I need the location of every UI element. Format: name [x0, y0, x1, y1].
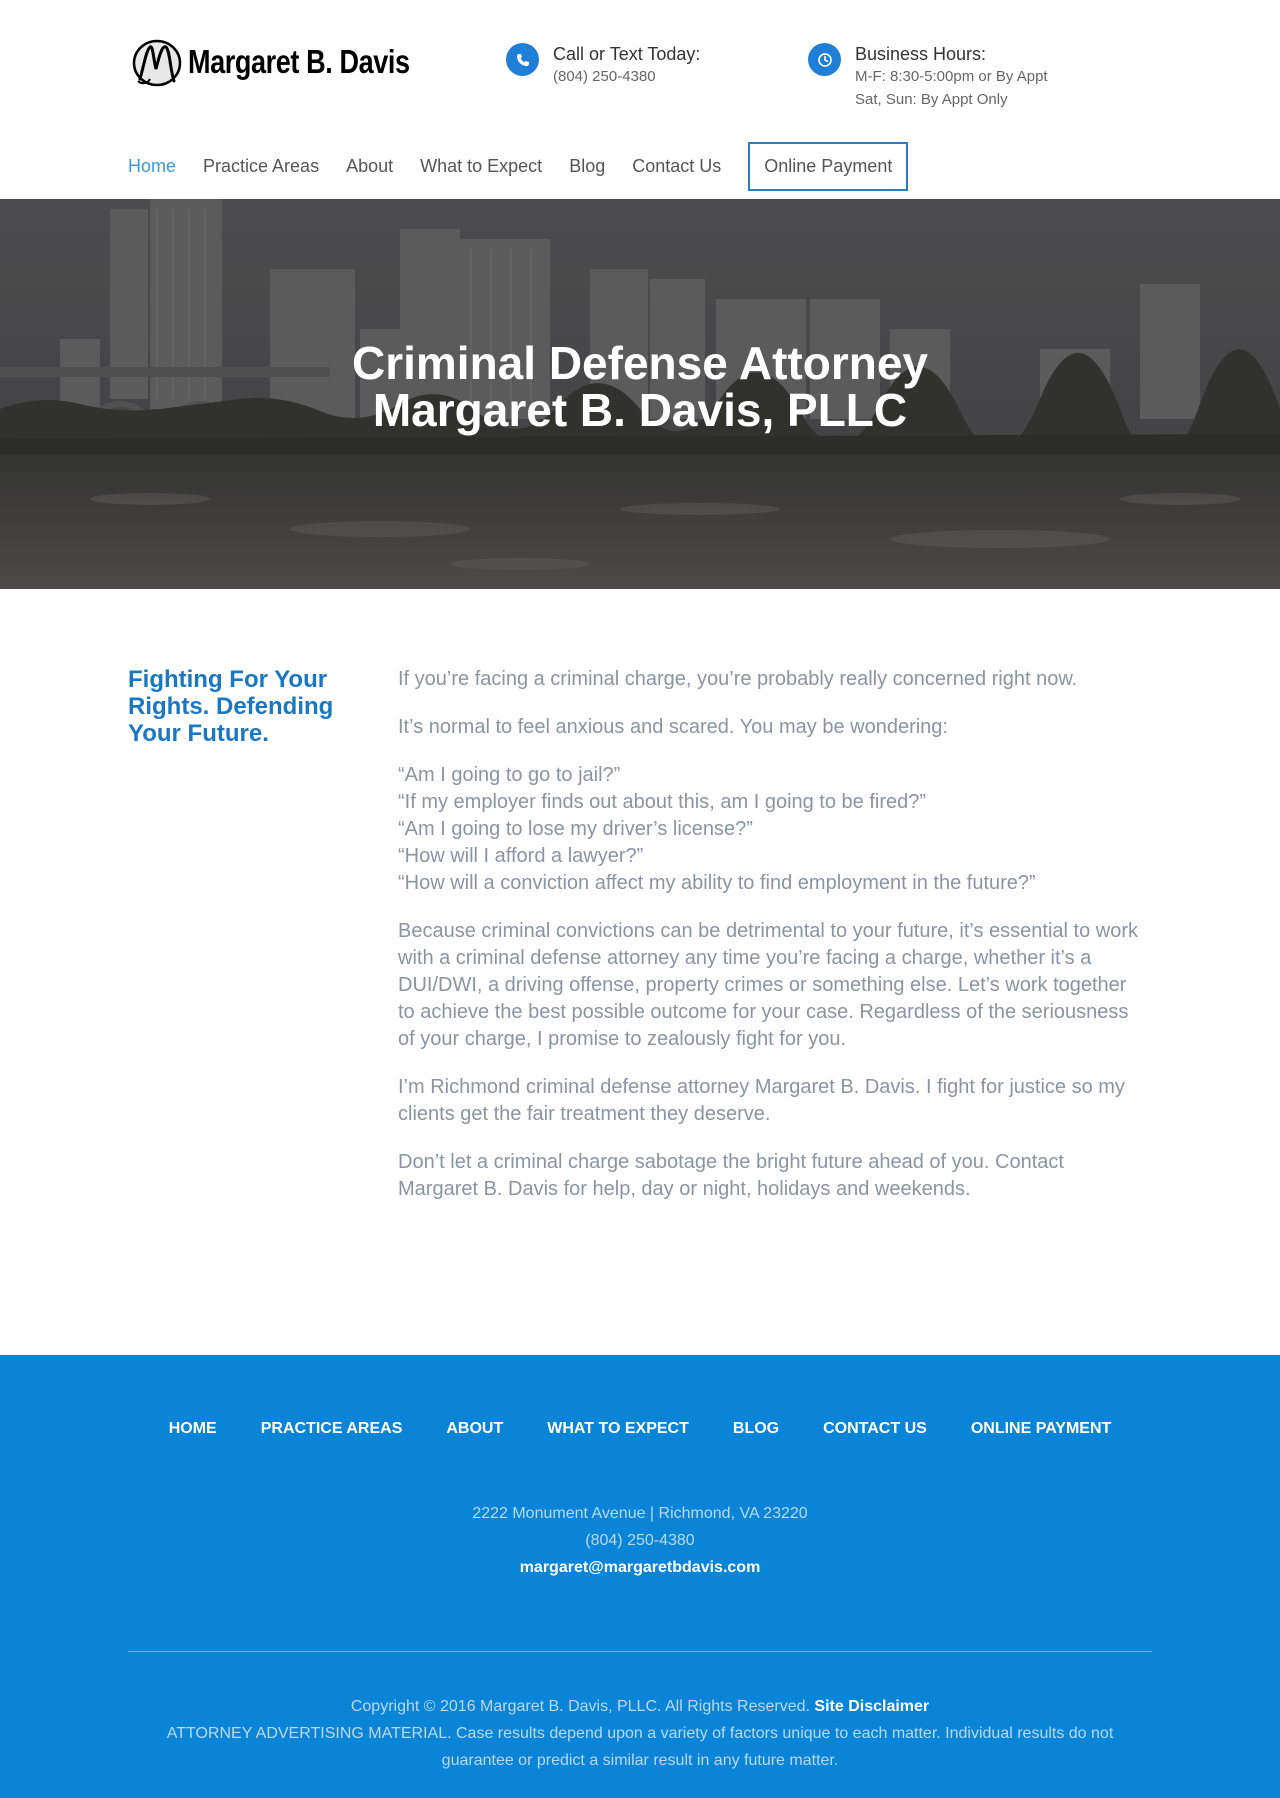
question-item: “Am I going to go to jail?” [398, 764, 621, 786]
business-hours-info [808, 37, 1048, 111]
call-info [506, 37, 700, 88]
footer-phone[interactable]: (804) 250-4380 [585, 1532, 695, 1549]
footer-nav [0, 1420, 1280, 1438]
question-item: “Am I going to lose my driver’s license?” [398, 818, 753, 840]
nav-about[interactable]: About [346, 156, 394, 176]
main-nav [128, 142, 908, 191]
call-title: Call or Text Today: [553, 44, 701, 64]
footer-nav-blog[interactable]: BLOG [732, 1420, 780, 1437]
footer-nav-online-payment[interactable]: ONLINE PAYMENT [970, 1420, 1112, 1437]
intro-content [398, 666, 1138, 1224]
paragraph: Because criminal convictions can be detrimental to your future, it’s essential to work with a criminal defense attorney any time you’re facing a charge, whether it’s a DUI/DWI, a driving offense, property crimes or something else. Let’s work together to achieve the best possible outcome for your case. Regardless of the seriousness of your charge, I promise to zealously fight for you. [398, 920, 1138, 1050]
advertising-notice: ATTORNEY ADVERTISING MATERIAL. Case results depend upon a variety of factors unique to each matter. Individual results do not guarantee or predict a similar result in any future matter. [166, 1725, 1114, 1769]
paragraph: If you’re facing a criminal charge, you’re probably really concerned right now. [398, 668, 1078, 690]
footer-nav-what-to-expect[interactable]: WHAT TO EXPECT [547, 1420, 689, 1437]
logo-text: Margaret B. Davis [188, 43, 410, 80]
question-item: “How will a conviction affect my ability to find employment in the future?” [398, 872, 1036, 894]
header-phone[interactable]: (804) 250-4380 [553, 68, 656, 85]
question-list [398, 762, 1138, 897]
logo-monogram-icon [130, 35, 184, 89]
footer-email-link[interactable]: margaret@margaretbdavis.com [519, 1559, 761, 1576]
online-payment-button[interactable]: Online Payment [748, 142, 908, 191]
nav-practice-areas[interactable]: Practice Areas [203, 156, 320, 176]
paragraph: It’s normal to feel anxious and scared. You may be wondering: [398, 716, 948, 738]
question-item: “If my employer finds out about this, am I going to be fired?” [398, 791, 927, 813]
hero-title-line-2: Margaret B. Davis, PLLC [372, 384, 908, 436]
phone-icon [506, 43, 539, 76]
intro-section [0, 589, 1280, 1355]
site-logo[interactable] [130, 35, 458, 89]
footer-nav-practice-areas[interactable]: PRACTICE AREAS [260, 1420, 403, 1437]
question-item: “How will I afford a lawyer?” [398, 845, 644, 867]
nav-contact-us[interactable]: Contact Us [632, 156, 722, 176]
site-header [0, 0, 1280, 199]
hero-banner [0, 199, 1280, 589]
paragraph: I’m Richmond criminal defense attorney Margaret B. Davis. I fight for justice so my clients get the fair treatment they deserve. [398, 1076, 1125, 1125]
section-heading: Fighting For Your Rights. Defending Your Future. [128, 666, 334, 747]
footer-divider [128, 1651, 1152, 1652]
footer-address: 2222 Monument Avenue | Richmond, VA 23220 [472, 1505, 808, 1522]
nav-home[interactable]: Home [128, 156, 177, 176]
footer-legal [150, 1693, 1130, 1774]
copyright-text: Copyright © 2016 Margaret B. Davis, PLLC. All Rights Reserved. [350, 1698, 810, 1715]
site-footer [0, 1355, 1280, 1798]
footer-nav-contact-us[interactable]: CONTACT US [823, 1420, 927, 1437]
hours-weekend: Sat, Sun: By Appt Only [855, 91, 1008, 108]
nav-blog[interactable]: Blog [569, 156, 606, 176]
paragraph: Don’t let a criminal charge sabotage the bright future ahead of you. Contact Margaret B. Davis for help, day or night, holidays and weekends. [398, 1151, 1064, 1200]
nav-what-to-expect[interactable]: What to Expect [420, 156, 543, 176]
hero-title-line-1: Criminal Defense Attorney [352, 337, 928, 389]
clock-icon [808, 43, 841, 76]
footer-nav-home[interactable]: HOME [168, 1420, 217, 1437]
hero-title [0, 337, 1280, 436]
hours-title: Business Hours: [855, 44, 987, 64]
footer-contact [0, 1500, 1280, 1581]
site-disclaimer-link[interactable]: Site Disclaimer [814, 1698, 930, 1715]
hours-weekday: M-F: 8:30-5:00pm or By Appt [855, 68, 1048, 85]
footer-nav-about[interactable]: ABOUT [446, 1420, 504, 1437]
